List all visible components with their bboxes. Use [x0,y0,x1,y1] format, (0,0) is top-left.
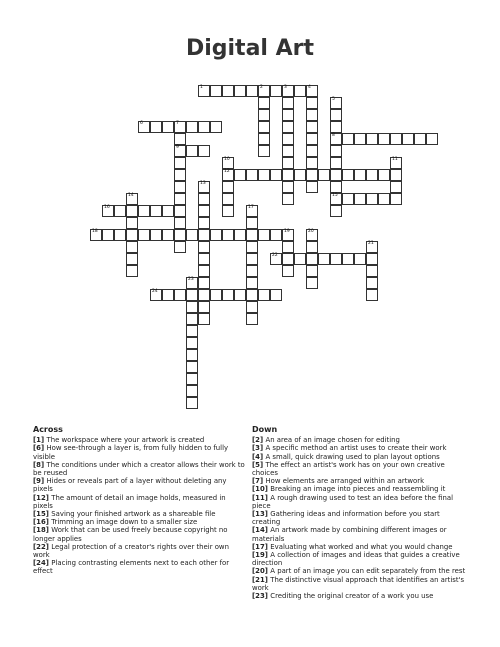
grid-cell[interactable] [306,97,318,109]
across-clue-18 [33,526,245,542]
grid-cell[interactable] [222,289,234,301]
across-clue-9 [33,477,245,493]
cell-number: 5 [332,97,335,102]
clue-text: A specific method an artist uses to create their work [265,444,447,453]
grid-cell[interactable] [186,373,198,385]
clue-text: Work that can be used freely because copyright no longer applies [33,526,228,543]
clue-number: [17] [252,542,271,551]
cell-number: 8 [332,133,335,138]
cell-number: 23 [188,277,194,282]
clue-text: Crediting the original creator of a work you use [270,592,434,601]
grid-cell[interactable] [366,277,378,289]
grid-cell[interactable] [306,109,318,121]
grid-cell[interactable] [282,157,294,169]
grid-cell[interactable] [306,241,318,253]
grid-cell[interactable] [366,241,378,253]
grid-cell[interactable] [246,265,258,277]
cell-number: 24 [152,289,158,294]
across-clue-12 [33,494,245,510]
grid-cell[interactable] [114,229,126,241]
grid-cell[interactable] [198,229,210,241]
grid-cell[interactable] [282,145,294,157]
grid-cell[interactable] [246,313,258,325]
grid-cell[interactable] [330,181,342,193]
grid-cell[interactable] [282,241,294,253]
grid-cell[interactable] [126,229,138,241]
cell-number: 17 [248,205,254,210]
down-clue-23 [252,592,467,600]
grid-cell[interactable] [246,289,258,301]
clue-text: The effect an artist's work has on your own creative choices [252,460,445,478]
grid-cell[interactable] [414,133,426,145]
grid-cell[interactable] [174,181,186,193]
grid-cell[interactable] [198,181,210,193]
grid-cell[interactable] [126,217,138,229]
grid-cell[interactable] [246,85,258,97]
grid-cell[interactable] [306,157,318,169]
grid-cell[interactable] [114,205,126,217]
clue-text: The amount of detail an image holds, measured in pixels [33,493,226,510]
across-heading: Across [33,425,63,434]
grid-cell[interactable] [390,193,402,205]
grid-cell[interactable] [258,133,270,145]
cell-number: 13 [200,181,206,186]
grid-cell[interactable] [210,289,222,301]
grid-cell[interactable] [198,277,210,289]
across-clue-list [33,436,245,575]
clue-number: [21] [252,575,271,584]
clue-number: [23] [252,592,271,601]
grid-cell[interactable] [294,169,306,181]
grid-cell[interactable] [390,169,402,181]
grid-cell[interactable] [162,205,174,217]
clue-number: [7] [252,477,266,486]
grid-cell[interactable] [294,85,306,97]
grid-cell[interactable] [102,205,114,217]
grid-cell[interactable] [306,253,318,265]
grid-cell[interactable] [366,169,378,181]
grid-cell[interactable] [126,205,138,217]
grid-cell[interactable] [90,229,102,241]
clue-number: [4] [252,452,266,461]
down-heading: Down [252,425,278,434]
down-clue-4 [252,453,467,461]
across-clue-16 [33,518,245,526]
grid-cell[interactable] [222,157,234,169]
grid-cell[interactable] [258,145,270,157]
grid-cell[interactable] [150,289,162,301]
clue-number: [22] [33,542,52,551]
grid-cell[interactable] [306,277,318,289]
grid-cell[interactable] [378,169,390,181]
grid-cell[interactable] [126,193,138,205]
clue-number: [16] [33,518,52,527]
grid-cell[interactable] [426,133,438,145]
grid-cell[interactable] [270,169,282,181]
grid-cell[interactable] [126,241,138,253]
grid-cell[interactable] [246,253,258,265]
down-clue-3 [252,444,467,452]
grid-cell[interactable] [282,181,294,193]
grid-cell[interactable] [258,109,270,121]
cell-number: 15 [332,193,338,198]
grid-cell[interactable] [330,97,342,109]
across-clue-22 [33,543,245,559]
clue-number: [6] [33,444,47,453]
clue-text: How see-through a layer is, from fully hidden to fully visible [33,444,229,461]
clue-text: The distinctive visual approach that identifies an artist's work [252,575,465,592]
cell-number: 19 [284,229,290,234]
clue-text: Breaking an image into pieces and reassembling it [270,485,446,494]
clue-text: A rough drawing used to test an idea before the final piece [252,493,454,510]
grid-cell[interactable] [126,265,138,277]
grid-cell[interactable] [222,205,234,217]
grid-cell[interactable] [306,133,318,145]
grid-cell[interactable] [366,265,378,277]
clue-text: Saving your finished artwork as a shareable file [51,510,216,519]
clue-number: [11] [252,493,271,502]
grid-cell[interactable] [330,169,342,181]
grid-cell[interactable] [282,133,294,145]
grid-cell[interactable] [354,253,366,265]
clue-number: [5] [252,460,266,469]
grid-cell[interactable] [174,133,186,145]
grid-cell[interactable] [390,181,402,193]
grid-cell[interactable] [306,121,318,133]
grid-cell[interactable] [246,241,258,253]
grid-cell[interactable] [402,133,414,145]
clue-text: Trimming an image down to a smaller size [51,518,198,527]
grid-cell[interactable] [198,289,210,301]
clue-text: A part of an image you can edit separately from the rest [270,567,466,576]
grid-cell[interactable] [162,289,174,301]
grid-cell[interactable] [246,229,258,241]
grid-cell[interactable] [318,253,330,265]
cell-number: 16 [104,205,110,210]
grid-cell[interactable] [306,229,318,241]
clue-number: [20] [252,567,271,576]
grid-cell[interactable] [282,121,294,133]
cell-number: 21 [368,241,374,246]
grid-cell[interactable] [342,133,354,145]
grid-cell[interactable] [174,205,186,217]
down-clue-2 [252,436,467,444]
grid-cell[interactable] [282,229,294,241]
grid-cell[interactable] [198,145,210,157]
down-clue-11 [252,494,467,510]
grid-cell[interactable] [198,265,210,277]
grid-cell[interactable] [282,85,294,97]
across-clue-24 [33,559,245,575]
clue-text: Legal protection of a creator's rights over their own work [33,542,229,560]
grid-cell[interactable] [186,325,198,337]
grid-cell[interactable] [138,121,150,133]
grid-cell[interactable] [210,85,222,97]
clue-number: [9] [33,477,47,486]
grid-cell[interactable] [186,229,198,241]
clue-number: [1] [33,436,47,445]
cell-number: 22 [272,253,278,258]
grid-cell[interactable] [174,289,186,301]
down-clue-10 [252,485,467,493]
grid-cell[interactable] [270,85,282,97]
grid-cell[interactable] [138,229,150,241]
grid-cell[interactable] [222,169,234,181]
grid-cell[interactable] [102,229,114,241]
down-clue-21 [252,576,467,592]
grid-cell[interactable] [138,205,150,217]
grid-cell[interactable] [342,253,354,265]
grid-cell[interactable] [282,193,294,205]
clue-number: [14] [252,526,271,535]
cell-number: 12 [224,169,230,174]
clue-text: An area of an image chosen for editing [265,436,400,445]
grid-cell[interactable] [366,289,378,301]
cell-number: 3 [284,85,287,90]
grid-cell[interactable] [174,157,186,169]
grid-cell[interactable] [186,349,198,361]
grid-cell[interactable] [306,169,318,181]
grid-cell[interactable] [378,193,390,205]
grid-cell[interactable] [174,121,186,133]
grid-cell[interactable] [198,301,210,313]
grid-cell[interactable] [186,301,198,313]
grid-cell[interactable] [174,169,186,181]
grid-cell[interactable] [234,229,246,241]
clue-number: [18] [33,526,52,535]
across-clue-1 [33,436,245,444]
across-clue-8 [33,461,245,477]
grid-cell[interactable] [234,289,246,301]
grid-cell[interactable] [198,313,210,325]
grid-cell[interactable] [198,121,210,133]
grid-cell[interactable] [198,85,210,97]
grid-cell[interactable] [282,265,294,277]
clue-number: [24] [33,559,52,568]
clue-text: Placing contrasting elements next to each other for effect [33,559,230,576]
clue-text: How elements are arranged within an artwork [265,477,425,486]
grid-cell[interactable] [198,205,210,217]
grid-cell[interactable] [198,241,210,253]
down-clue-19 [252,551,467,567]
grid-cell[interactable] [282,169,294,181]
grid-cell[interactable] [162,229,174,241]
grid-cell[interactable] [306,145,318,157]
grid-cell[interactable] [234,85,246,97]
cell-number: 18 [92,229,98,234]
grid-cell[interactable] [258,97,270,109]
down-clues [252,426,467,600]
cell-number: 7 [176,121,179,126]
grid-cell[interactable] [330,145,342,157]
cell-number: 9 [176,145,179,150]
grid-cell[interactable] [186,121,198,133]
grid-cell[interactable] [306,85,318,97]
grid-cell[interactable] [330,133,342,145]
grid-cell[interactable] [186,145,198,157]
grid-cell[interactable] [354,169,366,181]
clue-number: [13] [252,510,271,519]
grid-cell[interactable] [330,157,342,169]
grid-cell[interactable] [186,337,198,349]
grid-cell[interactable] [186,277,198,289]
grid-cell[interactable] [342,169,354,181]
grid-cell[interactable] [198,193,210,205]
clue-text: A collection of images and ideas that guides a creative direction [252,551,460,568]
grid-cell[interactable] [378,133,390,145]
grid-cell[interactable] [330,121,342,133]
grid-cell[interactable] [390,133,402,145]
grid-cell[interactable] [282,253,294,265]
clue-text: Evaluating what worked and what you would change [270,542,453,551]
grid-cell[interactable] [222,229,234,241]
grid-cell[interactable] [330,253,342,265]
down-clue-list [252,436,467,600]
clue-number: [10] [252,485,271,494]
clue-number: [12] [33,493,52,502]
cell-number: 10 [224,157,230,162]
grid-cell[interactable] [330,193,342,205]
grid-cell[interactable] [222,181,234,193]
down-clue-14 [252,526,467,542]
down-clue-13 [252,510,467,526]
grid-cell[interactable] [258,229,270,241]
grid-cell[interactable] [234,169,246,181]
grid-cell[interactable] [126,253,138,265]
clue-text: A small, quick drawing used to plan layout options [265,452,440,461]
grid-cell[interactable] [246,277,258,289]
grid-cell[interactable] [222,193,234,205]
grid-cell[interactable] [246,169,258,181]
grid-cell[interactable] [330,205,342,217]
grid-cell[interactable] [294,253,306,265]
clue-number: [3] [252,444,266,453]
grid-cell[interactable] [186,313,198,325]
grid-cell[interactable] [198,217,210,229]
grid-cell[interactable] [318,169,330,181]
grid-cell[interactable] [366,133,378,145]
clue-text: The conditions under which a creator allows their work to be reused [33,460,245,478]
grid-cell[interactable] [258,169,270,181]
grid-cell[interactable] [246,205,258,217]
grid-cell[interactable] [246,301,258,313]
grid-cell[interactable] [258,85,270,97]
grid-cell[interactable] [366,253,378,265]
down-clue-7 [252,477,467,485]
grid-cell[interactable] [174,241,186,253]
grid-cell[interactable] [306,181,318,193]
grid-cell[interactable] [174,229,186,241]
grid-cell[interactable] [282,109,294,121]
grid-cell[interactable] [198,253,210,265]
page-title: Digital Art [185,36,315,61]
grid-cell[interactable] [246,217,258,229]
grid-cell[interactable] [354,193,366,205]
grid-cell[interactable] [150,229,162,241]
grid-cell[interactable] [210,229,222,241]
down-clue-5 [252,461,467,477]
cell-number: 4 [308,85,311,90]
grid-cell[interactable] [270,289,282,301]
clue-text: Hides or reveals part of a layer without deleting any pixels [33,477,227,494]
grid-cell[interactable] [186,397,198,409]
grid-cell[interactable] [186,289,198,301]
grid-cell[interactable] [354,133,366,145]
grid-cell[interactable] [330,109,342,121]
across-clues [33,426,245,576]
grid-cell[interactable] [306,265,318,277]
grid-cell[interactable] [186,385,198,397]
grid-cell[interactable] [270,253,282,265]
cell-number: 20 [308,229,314,234]
grid-cell[interactable] [270,229,282,241]
across-clue-15 [33,510,245,518]
cell-number: 14 [128,193,134,198]
cell-number: 6 [140,121,143,126]
clue-text: An artwork made by combining different images or materials [252,526,447,543]
grid-cell[interactable] [162,121,174,133]
grid-cell[interactable] [390,157,402,169]
down-clue-17 [252,543,467,551]
clue-text: Gathering ideas and information before you start creating [252,510,440,527]
grid-cell[interactable] [150,205,162,217]
grid-cell[interactable] [258,289,270,301]
grid-cell[interactable] [366,193,378,205]
clue-number: [2] [252,436,266,445]
cell-number: 11 [392,157,398,162]
down-clue-20 [252,567,467,575]
grid-cell[interactable] [150,121,162,133]
grid-cell[interactable] [342,193,354,205]
across-clue-6 [33,444,245,460]
clue-number: [19] [252,551,271,560]
grid-cell[interactable] [186,361,198,373]
grid-cell[interactable] [258,121,270,133]
cell-number: 2 [260,85,263,90]
clue-number: [15] [33,510,52,519]
grid-cell[interactable] [174,217,186,229]
grid-cell[interactable] [174,193,186,205]
clue-text: The workspace where your artwork is created [46,436,205,445]
grid-cell[interactable] [222,85,234,97]
grid-cell[interactable] [174,145,186,157]
clue-number: [8] [33,460,47,469]
grid-cell[interactable] [210,121,222,133]
grid-cell[interactable] [282,97,294,109]
cell-number: 1 [200,85,203,90]
